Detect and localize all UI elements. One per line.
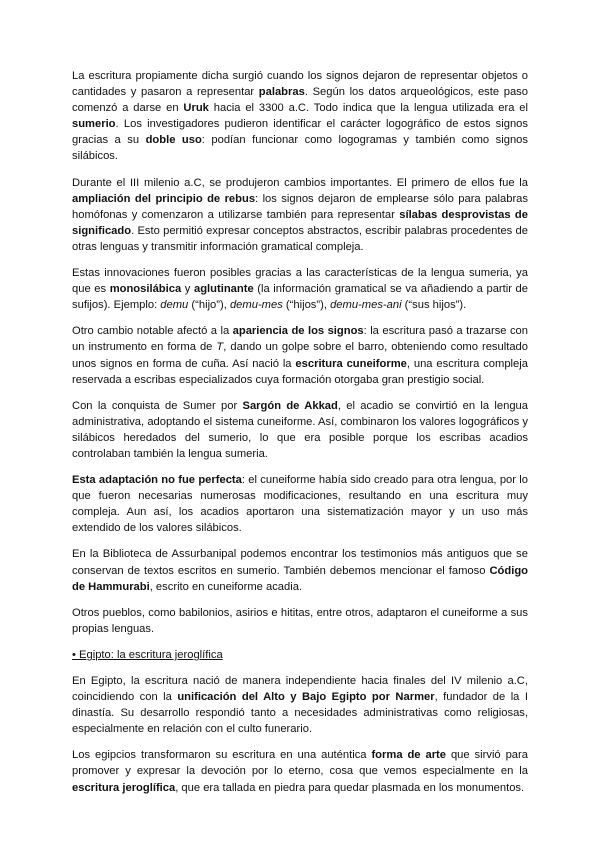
document-body [72, 68, 528, 796]
paragraph-p7 [72, 546, 528, 594]
text-run: Otro cambio notable afectó a la [72, 325, 233, 338]
text-run: que sirvió para promover y expresar la devoción por lo eterno, cosa que vemos especialmente en la [72, 749, 528, 778]
paragraph-p2 [72, 175, 528, 255]
text-run: Con la conquista de Sumer por [72, 399, 243, 412]
text-run: Los egipcios transformaron su escritura en una auténtica [72, 749, 372, 762]
italic-text: T [216, 341, 224, 354]
text-run: , fundador de la I dinastía. Su desarrollo respondió tanto a necesidades administrativas como religiosas, especialmente en relación con el culto funerario. [72, 691, 528, 736]
italic-text: demu-mes-ani [330, 299, 402, 312]
bold-text: Código de Hammurabi [72, 564, 528, 593]
bold-text: apariencia de los signos [232, 325, 364, 338]
bold-text: Uruk [183, 102, 209, 115]
text-run: , escrito en cuneiforme acadia. [149, 580, 303, 593]
bold-text: sumerio [72, 118, 116, 131]
text-run: (la información gramatical se va añadiendo a partir de sufijos). Ejemplo: [72, 283, 529, 312]
text-run: hacia el 3300 a.C. Todo indica que la lengua utilizada era el [208, 102, 528, 115]
text-run: , el acadio se convirtió en la lengua administrativa, adoptando el sistema cuneiforme. Así, combinaron los valores logográficos y silábicos heredados del sumerio, lo que era posible porque los escribas acadios controlaban también la lengua sumeria. [72, 399, 528, 460]
text-run: • Egipto: la escritura jeroglífica [72, 648, 223, 661]
bold-text: Sargón de Akkad [242, 399, 338, 412]
paragraph-p5 [72, 398, 528, 462]
bold-text: unificación del Alto y Bajo Egipto por Narmer [177, 691, 435, 704]
text-run: (“sus hijos”). [401, 299, 467, 312]
text-run: : podían funcionar como logogramas y también como signos silábicos. [72, 134, 528, 163]
text-run: y [181, 283, 194, 296]
text-run: . Esto permitió expresar conceptos abstractos, escribir palabras procedentes de otras lenguas y transmitir información gramatical compleja. [72, 224, 528, 253]
paragraph-p8 [72, 605, 528, 637]
bold-text: ampliación del principio de rebus [72, 192, 256, 205]
text-run: . Los investigadores pudieron identificar el carácter logográfico de estos signos gracias a su [72, 118, 528, 147]
text-run: : los signos dejaron de emplearse sólo para palabras homófonas y comenzaron a utilizarse también para representar [72, 192, 528, 221]
text-run: : la escritura pasó a trazarse con un instrumento en forma de [72, 325, 528, 354]
italic-text: demu [160, 299, 189, 312]
text-run: En Egipto, la escritura nació de manera independiente hacia finales del IV milenio a.C, coincidiendo con la [72, 675, 528, 704]
text-run: (“hijo”), [188, 299, 230, 312]
text-run: : el cuneiforme había sido creado para otra lengua, por lo que fueron necesarias numerosas modificaciones, resultando en una escritura muy compleja. Aun así, los acadios aportaron una sistematización mayor y un uso más extendido de los valores silábicos. [72, 474, 528, 535]
text-run: En la Biblioteca de Assurbanipal podemos encontrar los testimonios más antiguos que se conservan de textos escritos en sumerio. También debemos mencionar el famoso [72, 548, 528, 577]
paragraph-p9 [72, 673, 528, 737]
italic-text: demu-mes [229, 299, 283, 312]
text-run: Estas innovaciones fueron posibles gracias a las características de la lengua sumeria, ya que es [72, 267, 528, 296]
bold-text: escritura cuneiforme [295, 357, 407, 370]
paragraph-p6 [72, 472, 528, 536]
bold-text: palabras [258, 86, 305, 99]
text-run: Otros pueblos, como babilonios, asirios e hititas, entre otros, adaptaron el cuneiforme a sus propias lenguas. [72, 606, 528, 635]
text-run: , dando un golpe sobre el barro, obteniendo como resultado unos signos en forma de cuña. Así nació la [72, 341, 528, 370]
bold-text: forma de arte [371, 749, 446, 762]
paragraph-p4 [72, 323, 528, 387]
text-run: (“hijos”), [282, 299, 331, 312]
paragraph-p10 [72, 747, 528, 795]
bold-text: aglutinante [194, 283, 254, 296]
section-heading [72, 647, 528, 663]
bold-text: sílabas desprovistas de significado [72, 208, 528, 237]
bold-text: monosilábica [109, 283, 182, 296]
paragraph-p1 [72, 68, 528, 165]
bold-text: Esta adaptación no fue perfecta [72, 474, 242, 487]
text-run: Durante el III milenio a.C, se produjeron cambios importantes. El primero de ellos fue la [72, 176, 528, 189]
bold-text: doble uso [145, 134, 202, 147]
bold-text: escritura jeroglífica [72, 781, 176, 794]
text-run: , que era tallada en piedra para quedar plasmada en los monumentos. [175, 781, 525, 794]
text-run: , una escritura compleja reservada a escribas especializados cuya formación otorgaba gran prestigio social. [72, 357, 528, 386]
text-run: . Según los datos arqueológicos, este paso comenzó a darse en [72, 86, 528, 115]
paragraph-p3 [72, 265, 528, 313]
text-run: La escritura propiamente dicha surgió cuando los signos dejaron de representar objetos o cantidades y pasaron a representar [72, 70, 528, 99]
